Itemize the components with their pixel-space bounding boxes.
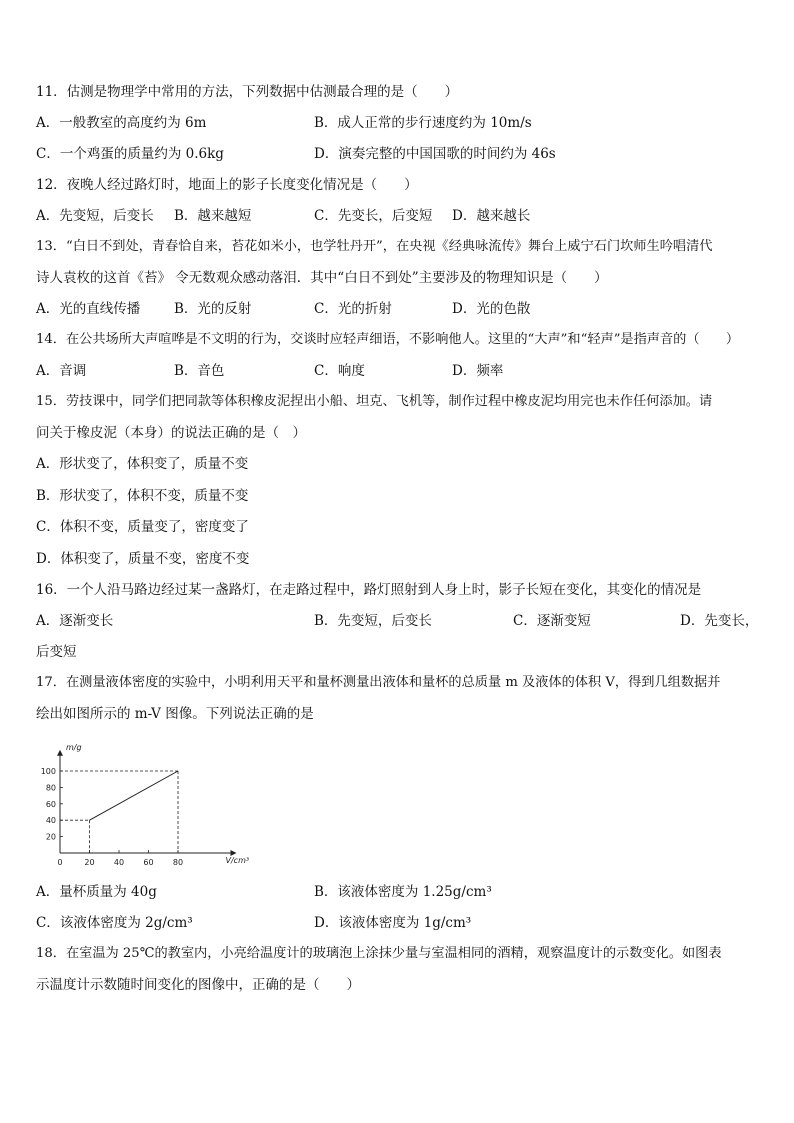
q12-option-c: C．先变长，后变短	[314, 208, 433, 224]
x-tick-label: 60	[143, 858, 154, 867]
y-tick-label: 40	[45, 816, 56, 826]
q16-option-b: B．先变短，后变长	[314, 613, 432, 629]
q14-stem: 14．在公共场所大声喧哗是不文明的行为，交谈时应轻声细语，不影响他人。这里的“大声”和“轻声”是指声音的（ ）	[36, 332, 740, 347]
x-tick-label: 20	[84, 858, 95, 867]
q12-option-a: A．先变短，后变长	[36, 208, 154, 224]
y-tick-label: 100	[40, 767, 56, 776]
series-line	[90, 771, 179, 820]
q15-option-c: C．体积不变，质量变了，密度变了	[36, 519, 249, 535]
q17-stem-line1: 17．在测量液体密度的实验中，小明利用天平和量杯测量出液体和量杯的总质量 m 及液体的体积 V，得到几组数据并	[36, 675, 721, 690]
q18-stem-line2: 示温度计示数随时间变化的图像中，正确的是（ ）	[36, 977, 360, 993]
x-tick-label: 0	[57, 858, 63, 867]
q15-option-b: B．形状变了，体积不变，质量不变	[36, 488, 249, 504]
q13-stem-line2: 诗人袁枚的这首《苔》 令无数观众感动落泪．其中“白日不到处”主要涉及的物理知识是（ ）	[36, 270, 608, 286]
x-tick-label: 80	[172, 858, 184, 867]
q16-option-c: C．逐渐变短	[513, 613, 591, 629]
q17-option-c: C．该液体密度为 2g/cm³	[36, 915, 193, 931]
q11-option-b: B．成人正常的步行速度约为 10m/s	[314, 115, 532, 131]
q16-option-d: D．先变长，	[680, 613, 759, 629]
q15-option-a: A．形状变了，体积变了，质量不变	[36, 456, 249, 472]
q13-option-c: C．光的折射	[314, 301, 392, 317]
m-v-graph	[34, 738, 264, 868]
q18-stem-line1: 18．在室温为 25℃的教室内，小亮给温度计的玻璃泡上涂抹少量与室温相同的酒精，观察温度计的示数变化。如图表	[36, 946, 722, 961]
q11-option-c: C．一个鸡蛋的质量约为 0.6kg	[36, 146, 224, 162]
q15-stem-line2: 问关于橡皮泥（本身）的说法正确的是（ ）	[36, 425, 306, 441]
y-tick-label: 60	[45, 799, 56, 809]
y-axis-label: m/g	[66, 743, 82, 752]
q17-option-d: D．该液体密度为 1g/cm³	[314, 915, 472, 931]
q12-option-d: D．越来越长	[452, 208, 531, 224]
q14-option-a: A．音调	[36, 363, 87, 379]
q12-stem: 12．夜晚人经过路灯时，地面上的影子长度变化情况是（ ）	[36, 177, 418, 193]
q17-option-b: B．该液体密度为 1.25g/cm³	[314, 884, 492, 900]
q14-option-c: C．响度	[314, 363, 365, 379]
q16-stem: 16．一个人沿马路边经过某一盏路灯，在走路过程中，路灯照射到人身上时，影子长短在变化，其变化的情况是	[36, 582, 702, 598]
q14-option-b: B．音色	[174, 363, 225, 379]
x-axis-label: V/cm³	[225, 856, 250, 865]
q13-option-a: A．光的直线传播	[36, 301, 141, 317]
q13-option-b: B．光的反射	[174, 301, 252, 317]
q15-stem-line1: 15．劳技课中，同学们把同款等体积橡皮泥捏出小船、坦克、飞机等，制作过程中橡皮泥均用完也未作任何添加。请	[36, 394, 713, 409]
q11-option-a: A．一般教室的高度约为 6m	[36, 115, 207, 131]
q11-stem: 11．估测是物理学中常用的方法，下列数据中估测最合理的是（ ）	[36, 84, 459, 100]
q17-stem-line2: 绘出如图所示的 m-V 图像。下列说法正确的是	[36, 706, 314, 722]
y-tick-label: 80	[45, 783, 56, 793]
q13-option-d: D．光的色散	[452, 301, 531, 317]
q16-option-d-continued: 后变短	[36, 644, 77, 660]
y-tick-label: 20	[45, 832, 56, 842]
q17-option-a: A．量杯质量为 40g	[36, 884, 157, 900]
q14-option-d: D．频率	[452, 363, 504, 379]
q16-option-a: A．逐渐变长	[36, 613, 114, 629]
x-tick-label: 40	[113, 858, 125, 867]
q13-stem-line1: 13．“白日不到处，青春恰自来，苔花如米小，也学牡丹开”，在央视《经典咏流传》舞台上威宁石门坎师生吟唱清代	[36, 239, 713, 254]
q11-option-d: D．演奏完整的中国国歌的时间约为 46s	[314, 146, 556, 162]
q15-option-d: D．体积变了，质量不变，密度不变	[36, 551, 250, 567]
q12-option-b: B．越来越短	[174, 208, 252, 224]
